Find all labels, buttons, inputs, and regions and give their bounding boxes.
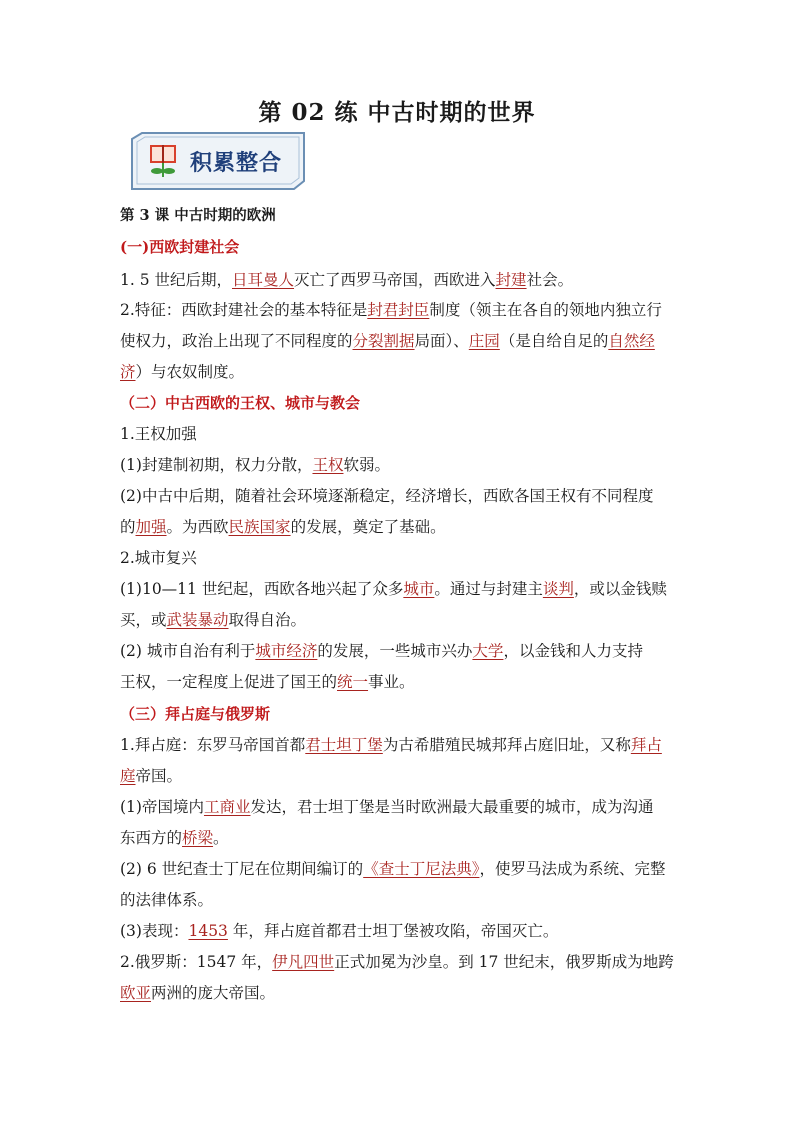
text: 局面）、 [414,332,469,350]
answer-blank: 欧亚 [120,984,152,1002]
page-title: 第 02 练 中古时期的世界 [258,99,536,126]
paragraph [120,921,680,941]
paragraph [120,362,680,382]
text: 发达，君士坦丁堡是当时欧洲最大最重要的城市，成为沟通 [250,798,654,816]
paragraph [120,641,680,661]
badge-label: 积累整合 [190,151,283,176]
text: 的发展，一些城市兴办 [317,642,473,660]
text: 取得自治。 [228,611,307,629]
text: 制度（领主在各自的领地内独立行 [429,301,662,319]
answer-blank: 武装暴动 [166,611,229,629]
text: ，使罗马法成为系统、完整 [479,860,666,878]
text: 。为西欧 [166,518,229,536]
answer-blank: 封建 [495,271,527,289]
text: 为古希腊殖民城邦拜占庭旧址，又称 [382,736,631,754]
text: 两洲的庞大帝国。 [151,984,276,1002]
book-plant-icon [150,145,176,177]
answer-blank: 伊凡四世 [272,953,335,971]
answer-blank: 分裂割据 [352,332,415,350]
paragraph [120,331,680,351]
answer-blank: 济 [120,363,136,381]
paragraph [120,735,680,755]
answer-blank: 城市 [403,580,435,598]
section-badge [128,131,308,191]
answer-blank: 城市经济 [255,642,318,660]
text: 买，或 [120,611,167,629]
answer-blank: 1453 [188,922,228,940]
answer-blank: 大学 [472,642,504,660]
subheading: 1.王权加强 [120,425,197,443]
text: 年，拜占庭首都君士坦丁堡被攻陷，帝国灭亡。 [227,922,559,940]
paragraph [120,766,680,786]
answer-blank: 庭 [120,767,136,785]
paragraph [120,828,680,848]
paragraph: (2)中古中后期，随着社会环境逐渐稳定，经济增长，西欧各国王权有不同程度 [120,487,654,505]
paragraph [120,517,680,537]
text: 。通过与封建主 [434,580,543,598]
text: ）与农奴制度。 [135,363,245,381]
text: (1)帝国境内 [120,798,204,816]
answer-blank: 民族国家 [228,518,291,536]
text: 社会。 [526,271,574,289]
text: 软弱。 [343,456,390,474]
text: 灭亡了西罗马帝国，西欧进入 [294,271,496,289]
text: 1. 5 世纪后期， [120,271,233,289]
paragraph [120,672,680,692]
answer-blank: 加强 [135,518,167,536]
answer-blank: 谈判 [542,580,574,598]
paragraph [120,952,680,972]
paragraph [120,579,680,599]
section-heading-1: (一)西欧封建社会 [120,238,240,256]
answer-blank: 自然经 [608,332,655,350]
text: (1)封建制初期，权力分散， [120,456,313,474]
answer-blank: 日耳曼人 [232,271,295,289]
answer-blank: 王权 [312,456,344,474]
text: (3)表现： [120,922,189,940]
section-heading-3: （三）拜占庭与俄罗斯 [120,705,271,723]
paragraph [120,455,680,475]
text: 1.拜占庭：东罗马帝国首都 [120,736,306,754]
text: (1)10—11 世纪起，西欧各地兴起了众多 [120,580,404,598]
paragraph [120,610,680,630]
text: （是自给自足的 [499,332,609,350]
text: ，以金钱和人力支持 [503,642,643,660]
paragraph [120,797,680,817]
text: 2.特征：西欧封建社会的基本特征是 [120,301,368,319]
text: ，或以金钱赎 [573,580,667,598]
text: 事业。 [368,673,415,691]
text: 帝国。 [135,767,183,785]
text: 王权，一定程度上促进了国王的 [120,673,338,691]
text: 东西方的 [120,829,183,847]
answer-blank: 拜占 [630,736,662,754]
paragraph [120,270,680,290]
paragraph: 的法律体系。 [120,891,214,909]
answer-blank: 庄园 [468,332,500,350]
text: 使权力，政治上出现了不同程度的 [120,332,353,350]
paragraph [120,859,680,879]
answer-blank: 君士坦丁堡 [305,736,383,754]
answer-blank: 封君封臣 [367,301,430,319]
text: 2.俄罗斯：1547 年， [120,953,273,971]
answer-blank: 桥梁 [182,829,214,847]
text: (2) 城市自治有利于 [120,642,256,660]
text: 。 [213,829,229,847]
text: 正式加冕为沙皇。到 17 世纪末，俄罗斯成为地跨 [334,953,674,971]
paragraph [120,983,680,1003]
text: (2) 6 世纪查士丁尼在位期间编订的 [120,860,364,878]
text: 的 [120,518,136,536]
answer-blank: 工商业 [203,798,251,816]
text: 的发展，奠定了基础。 [290,518,446,536]
lesson-title: 第 3 课 中古时期的欧洲 [120,207,276,224]
answer-blank: 统一 [337,673,369,691]
paragraph [120,300,680,320]
answer-blank: 《查士丁尼法典》 [363,860,480,878]
subheading: 2.城市复兴 [120,549,197,567]
section-heading-2: （二）中古西欧的王权、城市与教会 [120,394,361,412]
